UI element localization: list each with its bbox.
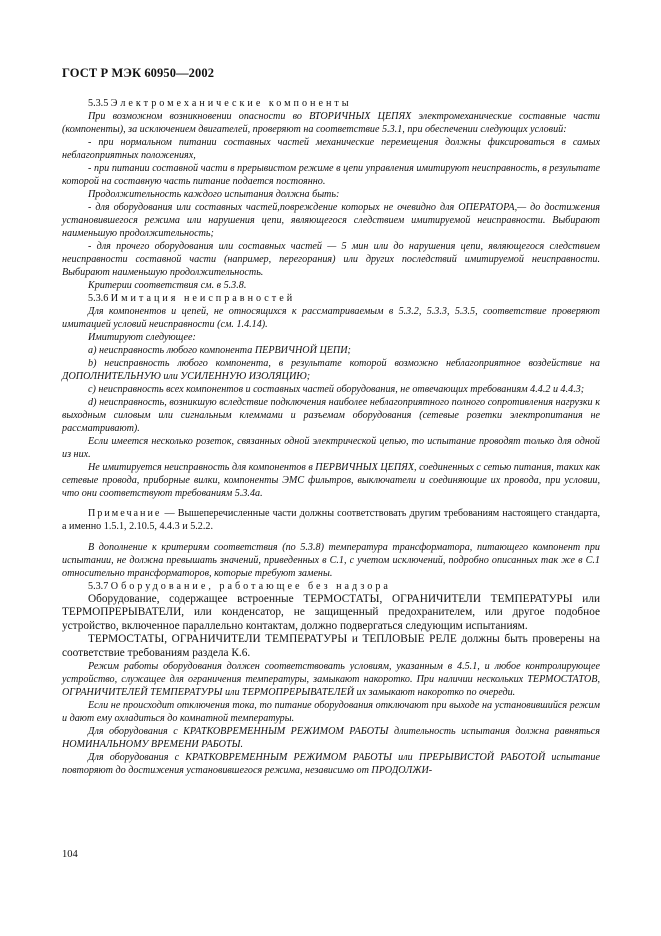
list-item: a) неисправность любого компонента ПЕРВИЧНОЙ ЦЕПИ; (88, 345, 351, 356)
section-title: Имитация неисправностей (110, 293, 296, 304)
paragraph: Если не происходит отключения тока, то питание оборудования отключают при выходе на установившийся режим и дают ему охладиться до комнатной температуры. (62, 700, 600, 725)
paragraph: Имитируют следующее: (88, 332, 196, 343)
section-number: 5.3.7 (88, 581, 109, 592)
page-number: 104 (62, 849, 78, 860)
list-item: c) неисправность всех компонентов и составных частей оборудования, не отвечающих требованиям 4.4.2 и 4.4.3; (88, 384, 585, 395)
paragraph: Режим работы оборудования должен соответствовать условиям, указанным в 4.5.1, и любое контролирующее устройство, служащее для ограничения температуры, замыкают накоротко. При наличии нескольких ТЕРМОСТАТОВ, ОГРАНИЧИТЕЛЕЙ ТЕМПЕРАТУРЫ или ТЕРМОПРЕРЫВАТЕЛЕЙ их замыкают накоротко по очереди. (62, 661, 600, 699)
note-text: — Вышеперечисленные части должны соответствовать другим требованиям настоящего стандарта, а именно 1.5.1, 2.10.5, 4.4.3 и 5.2.2. (62, 508, 600, 532)
paragraph: - для прочего оборудования или составных частей — 5 мин или до нарушения цепи, являющегося следствием неисправности составной части (например, перегорания) или других последствий имитируемой неисправности. Выбирают наименьшую продолжительность. (62, 241, 600, 278)
paragraph: - при нормальном питании составных частей механические перемещения должны фиксироваться в самых неблагоприятных положениях, (62, 137, 600, 161)
document-header: ГОСТ Р МЭК 60950—2002 (62, 66, 215, 80)
section-number: 5.3.5 (88, 98, 109, 109)
paragraph: Критерии соответствия см. в 5.3.8. (88, 280, 247, 291)
note (62, 507, 600, 533)
section-title: Электромеханические компоненты (110, 98, 352, 109)
section-heading-5-3-7 (62, 580, 600, 593)
section-title: Оборудование, работающее без надзора (110, 581, 391, 592)
paragraph: Оборудование, содержащее встроенные ТЕРМОСТАТЫ, ОГРАНИЧИТЕЛИ ТЕМПЕРАТУРЫ или ТЕРМОПРЕРЫВАТЕЛИ, или конденсатор, не защищенный предохранителем, или другое подобное устройство, включенное параллельно контактам, должно подвергаться следующим испытаниям. (62, 593, 600, 632)
paragraph: - при питании составной части в прерывистом режиме в цепи управления имитируют неисправность, в результате которой на составную часть питание подается постоянно. (62, 163, 600, 187)
paragraph: Если имеется несколько розеток, связанных одной электрической цепью, то испытание проводят только для одной из них. (62, 436, 600, 460)
paragraph: Для компонентов и цепей, не относящихся к рассматриваемым в 5.3.2, 5.3.3, 5.3.5, соответствие проверяют имитацией условий неисправности (см. 1.4.14). (62, 306, 600, 330)
page-body (62, 97, 600, 777)
section-number: 5.3.6 (88, 293, 109, 304)
list-item: b) неисправность любого компонента, в результате которой возможно неблагоприятное воздействие на ДОПОЛНИТЕЛЬНУЮ или УСИЛЕННУЮ ИЗОЛЯЦИЮ; (62, 358, 600, 382)
paragraph: В дополнение к критериям соответствия (по 5.3.8) температура трансформатора, питающего компонент при испытании, не должна превышать значений, приведенных в С.1, с учетом исключений, подробно описанных так же в С.1 относительно трансформаторов, которые требуют замены. (62, 542, 600, 579)
paragraph: ТЕРМОСТАТЫ, ОГРАНИЧИТЕЛИ ТЕМПЕРАТУРЫ и ТЕПЛОВЫЕ РЕЛЕ должны быть проверены на соответствие требованиям раздела К.6. (62, 633, 600, 659)
section-heading-5-3-6 (62, 292, 600, 305)
paragraph: При возможном возникновении опасности во ВТОРИЧНЫХ ЦЕПЯХ электромеханические составные части (компоненты), за исключением двигателей, проверяют на соответствие 5.3.1, при обеспечении следующих условий: (62, 111, 600, 135)
list-item: d) неисправность, возникшую вследствие подключения наиболее неблагоприятного полного сопротивления нагрузки к выходным силовым или сигнальным клеммами и разъемам оборудования (сетевые розетки электропитания не рассматривают). (62, 397, 600, 434)
paragraph: Для оборудования с КРАТКОВРЕМЕННЫМ РЕЖИМОМ РАБОТЫ или ПРЕРЫВИСТОЙ РАБОТОЙ испытание повторяют до достижения установившегося режима, независимо от ПРОДОЛЖИ- (62, 752, 600, 777)
paragraph: Не имитируется неисправность для компонентов в ПЕРВИЧНЫХ ЦЕПЯХ, соединенных с сетью питания, таких как сетевые провода, приборные вилки, компоненты ЭМС фильтров, выключатели и соединяющие их провода, при условии, что они соответствуют требованиям 5.3.4а. (62, 462, 600, 499)
note-label: Примечание (88, 508, 162, 519)
section-heading-5-3-5 (62, 97, 600, 110)
paragraph: Для оборудования с КРАТКОВРЕМЕННЫМ РЕЖИМОМ РАБОТЫ длительность испытания должна равняться НОМИНАЛЬНОМУ ВРЕМЕНИ РАБОТЫ. (62, 726, 600, 751)
paragraph: - для оборудования или составных частей,повреждение которых не очевидно для ОПЕРАТОРА,— до достижения установившегося режима или нарушения цепи, являющегося следствием имитируемой неисправности. Выбирают наименьшую продолжительность; (62, 202, 600, 239)
paragraph: Продолжительность каждого испытания должна быть: (88, 189, 340, 200)
